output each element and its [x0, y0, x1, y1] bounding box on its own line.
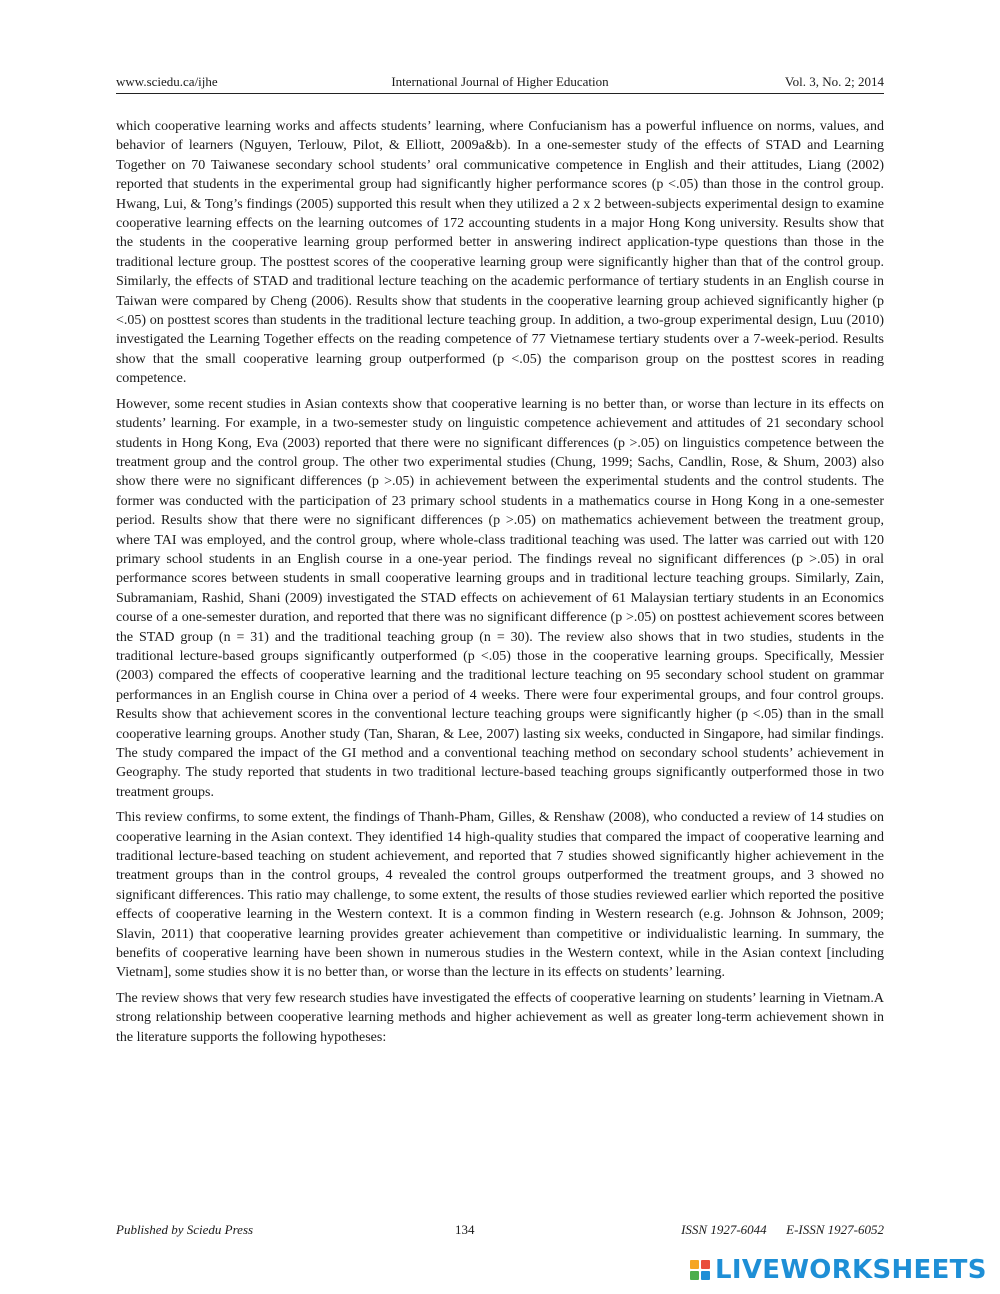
logo-square-3 [690, 1271, 699, 1280]
running-footer [116, 1222, 884, 1240]
issn-line: ISSN 1927-6044 E-ISSN 1927-6052 [681, 1222, 884, 1237]
paragraph-4: The review shows that very few research studies have investigated the effects of cooperative learning on students’ learning in Vietnam.A strong relationship between cooperative learning methods and higher achievement as well as greater long-term achievement shown in the literature supports the following hypotheses: [116, 990, 884, 1045]
header-divider [116, 93, 884, 94]
running-header [116, 74, 884, 94]
article-body [116, 117, 884, 1053]
journal-url[interactable]: www.sciedu.ca/ijhe [116, 74, 218, 89]
volume-info: Vol. 3, No. 2; 2014 [784, 74, 884, 89]
logo-square-4 [701, 1271, 710, 1280]
page-number: 134 [455, 1222, 475, 1237]
logo-square-1 [690, 1260, 699, 1269]
logo-square-2 [701, 1260, 710, 1269]
paragraph-1: which cooperative learning works and affects students’ learning, where Confucianism has a powerful influence on norms, values, and behavior of learners (Nguyen, Terlouw, Pilot, & Elliott, 2009a&b). In a one-semester study of the effects of STAD and Learning Together on 70 Taiwanese secondary school students’ oral communicative competence in English and their attitudes, Liang (2002) reported that students in the experimental group had significantly higher performance scores (p <.05) than those in the control group. Hwang, Lui, & Tong’s findings (2005) supported this result when they utilized a 2 x 2 between-subjects experimental design to examine cooperative learning effects on the learning outcomes of 172 accounting students in a major Hong Kong university. Results show that the students in the cooperative learning group performed better in answering indirect application-type questions than those in the traditional lecture group. The posttest scores of the cooperative learning group were significantly higher than that of the control group. Similarly, the effects of STAD and traditional lecture teaching on the academic performance of tertiary students in an English course in Taiwan were compared by Cheng (2006). Results show that students in the cooperative learning group achieved significantly higher (p <.05) on posttest scores than students in the traditional lecture teaching group. In addition, a two-group experimental design, Luu (2010) investigated the Learning Together effects on the reading competence of 77 Vietnamese tertiary students over a 7-week-period. Results show that the small cooperative learning group outperformed (p <.05) the comparison group on the posttest scores in reading competence. [116, 119, 884, 387]
liveworksheets-wordmark: LIVEWORKSHEETS [715, 1255, 987, 1285]
journal-title: International Journal of Higher Education [391, 74, 609, 89]
liveworksheets-watermark [690, 1253, 987, 1287]
liveworksheets-logo-icon [690, 1260, 710, 1280]
publisher-line: Published by Sciedu Press [116, 1222, 254, 1237]
paragraph-2: However, some recent studies in Asian contexts show that cooperative learning is no better than, or worse than lecture in its effects on students’ learning. For example, in a two-semester study on linguistic competence achievement and attitudes of 21 secondary school students in Hong Kong, Eva (2003) reported that there were no significant differences (p >.05) on linguistics competence between the treatment group and the control group. The other two experimental studies (Chung, 1999; Sachs, Candlin, Rose, & Shum, 2003) also show there were no significant differences (p >.05) in achievement between the experimental students and the control students. The former was conducted with the participation of 23 primary school students in a mathematics course in Hong Kong in a one-semester period. Results show that there were no significant differences (p >.05) on mathematics achievement between the treatment group, where TAI was employed, and the control group, where whole-class traditional teaching was used. The latter was carried out with 120 primary school students in an English course in a one-year period. The findings reveal no significant differences (p >.05) in oral performance scores between students in small cooperative learning groups and in traditional lecture teaching groups. Similarly, Zain, Subramaniam, Rashid, Shani (2009) investigated the STAD effects on achievement of 61 Malaysian tertiary students in an Economics course of a one-semester duration, and reported that there was no significant difference (p >.05) on posttest achievement scores between the STAD group (n = 31) and the traditional teaching group (n = 30). The review also shows that in two studies, students in the traditional lecture-based groups significantly outperformed (p <.05) those in the cooperative learning groups. Specifically, Messier (2003) compared the effects of cooperative learning and the traditional lecture teaching on 95 secondary school student on grammar performances in an English course in China over a period of 4 weeks. There were four experimental groups, and four control groups. Results show that achievement scores in the conventional lecture teaching groups were significantly higher (p <.05) than in the small cooperative learning groups. Another study (Tan, Sharan, & Lee, 2007) lasting six weeks, conducted in Singapore, had similar findings. The study compared the impact of the GI method and a conventional teaching method on secondary school students’ achievement in Geography. The study reported that students in two traditional lecture-based teaching groups significantly outperformed those in two treatment groups. [116, 396, 884, 800]
paragraph-3: This review confirms, to some extent, the findings of Thanh-Pham, Gilles, & Renshaw (2008), who conducted a review of 14 studies on cooperative learning in the Asian context. They identified 14 high-quality studies that compared the impact of cooperative learning and traditional lecture-based teaching on student achievement, and reported that 7 studies showed significantly higher achievement in the treatment groups than in the control groups, 4 revealed the control groups outperformed the treatment groups, and 3 showed no significant differences. This ratio may challenge, to some extent, the results of those studies reviewed earlier which reported the positive effects of cooperative learning in the Western context. It is a common finding in Western research (e.g. Johnson & Johnson, 2009; Slavin, 2011) that cooperative learning provides greater achievement than competitive or individualistic learning. In summary, the benefits of cooperative learning have been shown in numerous studies in the Western context, while in the Asian context [including Vietnam], some studies show it is no better than, or worse than the lecture in its effects on students’ learning. [116, 810, 884, 981]
